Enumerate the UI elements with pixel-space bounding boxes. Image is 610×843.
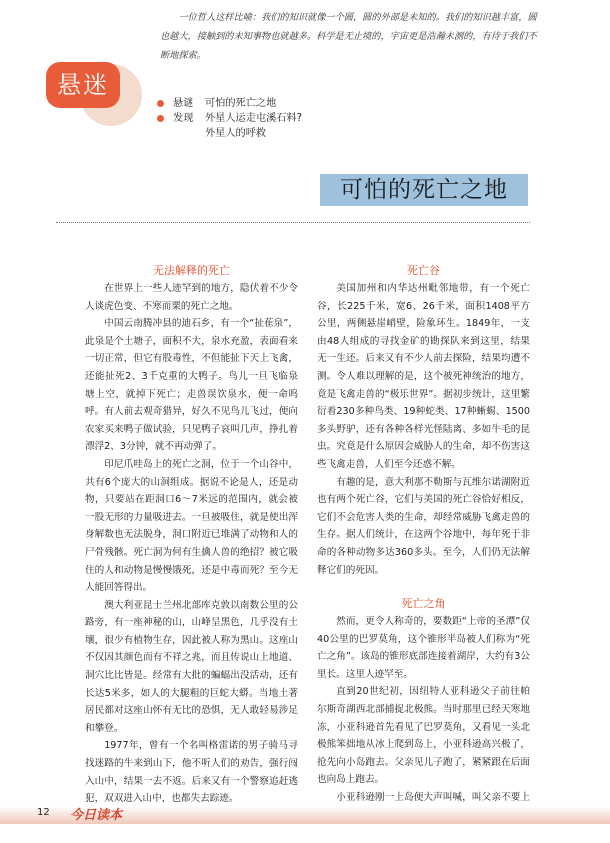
intro-text: 一位哲人这样比喻：我们的知识就像一个圆，圆的外部是未知的。我们的知识越丰富，圆也越大，接触到的未知事物也就越多。科学是无止境的，宇宙更是浩瀚未测的，有待于我们不断地探索。 [160, 12, 537, 61]
paragraph: 中国云南腾冲县的迪石乡，有一个“扯萑泉”，此泉是个土塘子，面积不大，泉水充盈，表面看来一切正常，但它有股毒性，不但能扯下天上飞禽，还能扯死2、3千克重的大鸭子。鸟儿一旦飞临泉塘上空，就掉下死亡；走兽误饮泉水，便一命呜呼。有人前去观奇猎异，好久不见鸟儿飞过，便向农家买来鸭子做试验，只见鸭子哀叫几声，挣扎着漂浮2、3分钟，就不再动弹了。 [85, 318, 298, 453]
section-heading: 死亡之角 [401, 597, 446, 611]
paragraph: 小亚科逊刚一上岛便大声叫喊，叫父亲不要上 [336, 792, 530, 804]
section-heading: 无法解释的死亡 [153, 264, 230, 277]
toc-item[interactable]: 外星人运走屯溪石料? [205, 113, 303, 124]
bullet-icon [157, 115, 164, 122]
paragraph: 1977年，曾有一个名叫格雷诺的男子骑马寻找迷路的牛来到山下，他不听人们的劝告，强行闯入山中，结果一去不返。后来又有一个警察追赶逃犯，双双进入山中，也都失去踪迹。 [85, 740, 298, 805]
dotted-divider [56, 222, 530, 223]
bullet-icon [157, 100, 164, 107]
paragraph: 在世界上一些人迹罕到的地方，隐伏着不少令人谈虎色变、不寒而栗的死亡之地。 [85, 283, 298, 312]
page-number: 12 [37, 807, 50, 818]
toc-entry [155, 96, 302, 111]
section-badge: 悬迷 [46, 62, 120, 108]
right-column [317, 262, 530, 824]
magazine-logo: 今日读本 [70, 808, 123, 823]
paragraph: 直到20世纪初，因纽特人亚科逊父子前往帕尔斯奇湖西北部捕捉北极熊。当时那里已经天寒地冻，小亚科逊首先看见了巴罗莫角，又看见一头北极熊笨拙地从冰上爬到岛上，小亚科逊高兴极了，抢先向小岛跑去。父亲见儿子跑了，紧紧跟在后面也向岛上跑去。 [317, 686, 530, 786]
paragraph: 印尼爪哇岛上的死亡之洞，位于一个山谷中，共有6个庞大的山洞组成。据说不论是人，还是动物，只要站在距洞口6～7米远的范围内，就会被一股无形的力量吸进去。一旦被吸住，就是使出浑身解数也无法脱身，洞口附近已堆满了动物和人的尸骨残骸。死亡洞为何有生擒人兽的绝招？被它吸住的人和动物是慢慢饿死，还是中毒而死？至今无人能回答得出。 [85, 458, 298, 594]
toc-item[interactable]: 外星人的呼救 [205, 128, 267, 139]
toc-category: 发现 [173, 113, 194, 124]
paragraph: 有趣的是，意大利那不勒斯与瓦维尔诺湖附近也有两个死亡谷，它们与美国的死亡谷恰好相反，它们不会危害人类的生命，却经常威胁飞禽走兽的生存。据人们统计，在这两个谷地中，每年死于非命的各种动物多达360多头。至今，人们仍无法解释它们的死因。 [317, 476, 530, 576]
paragraph: 美国加州和内华达州毗邻地带，有一个死亡谷，长225千米，宽6、26千米，面积1408平方公里，两侧悬崖峭壁，险象环生。1849年，一支由48人组成的寻找金矿的勘探队来到这里，结果无一生还。后来又有不少人前去探险，结果均遭不测。令人难以理解的是，这个被死神统治的地方，竟是飞禽走兽的“极乐世界”。据初步统计，这里繁衍着230多种鸟类、19种蛇类、17种蜥蜴、1500多头野驴，还有各种各样光怪陆离、多如牛毛的昆虫。究竟是什么原因会威胁人的生命，却不伤害这些飞禽走兽，人们至今还惑不解。 [317, 283, 530, 470]
left-column [85, 262, 298, 808]
section-heading: 死亡谷 [407, 264, 440, 277]
toc-item[interactable]: 可怕的死亡之地 [205, 98, 277, 109]
paragraph: 澳大利亚昆士兰州北部库克敦以南数公里的公路旁，有一座神秘的山，山峰呈黑色，几乎没有土壤，很少有植物生存，因此被人称为黑山。这座山不仅因其颜色而有不祥之兆，而且传说山上地道、洞穴比比皆是。经常有大批的蝙蝠出没活动，还有长达5米多，如人的大腿粗的巨蛇大蟒。当地土著居民都对这座山怀有无比的恐惧，无人敢轻易涉足和攀登。 [85, 599, 298, 734]
paragraph: 然而，更令人称奇的，要数距“上帝的圣潭”仅40公里的巴罗莫角，这个锥形半岛被人们称为“死亡之角”。该岛的锥形底部连接着湖岸，大约有3公里长。这里人迹罕至。 [317, 616, 530, 680]
toc-category: 悬谜 [173, 98, 194, 109]
table-of-contents [155, 96, 302, 141]
toc-entry [155, 111, 302, 141]
article-title: 可怕的死亡之地 [320, 174, 528, 206]
